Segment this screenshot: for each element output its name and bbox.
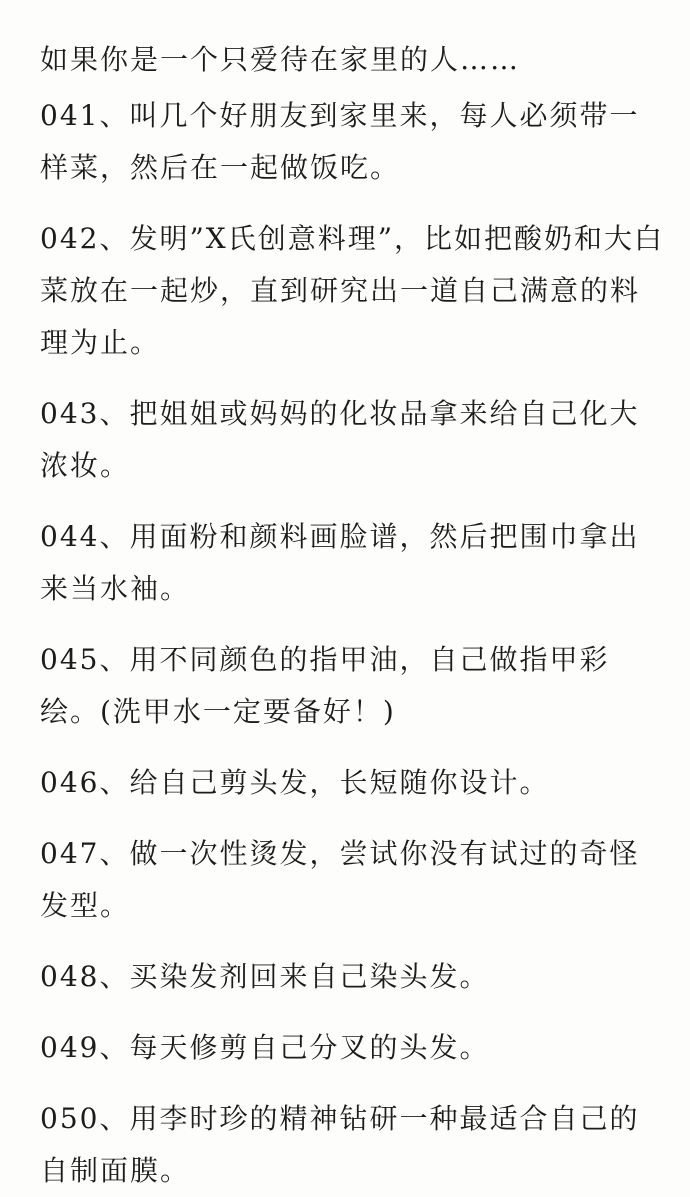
intro-line: 如果你是一个只爱待在家里的人…… [40,43,521,76]
list-item: 045、用不同颜色的指甲油，自己做指甲彩绘。(洗甲水一定要备好！) [40,643,610,728]
list-item: 042、发明”X氏创意料理”，比如把酸奶和大白菜放在一起炒，直到研究出一道自己满意的料理为止。 [40,222,665,359]
list-item: 044、用面粉和颜料画脸谱，然后把围巾拿出来当水袖。 [40,520,640,605]
list-item: 041、叫几个好朋友到家里来，每人必须带一样菜，然后在一起做饭吃。 [40,99,640,184]
list-item: 050、用李时珍的精神钻研一种最适合自己的自制面膜。 [40,1102,640,1187]
list-item: 043、把姐姐或妈妈的化妆品拿来给自己化大浓妆。 [40,397,640,482]
list-item: 046、给自己剪头发，长短随你设计。 [40,766,550,799]
entry-list [40,90,668,1197]
list-item: 047、做一次性烫发，尝试你没有试过的奇怪发型。 [40,837,640,922]
list-item: 048、买染发剂回来自己染头发。 [40,960,490,993]
list-item: 049、每天修剪自己分叉的头发。 [40,1031,490,1064]
